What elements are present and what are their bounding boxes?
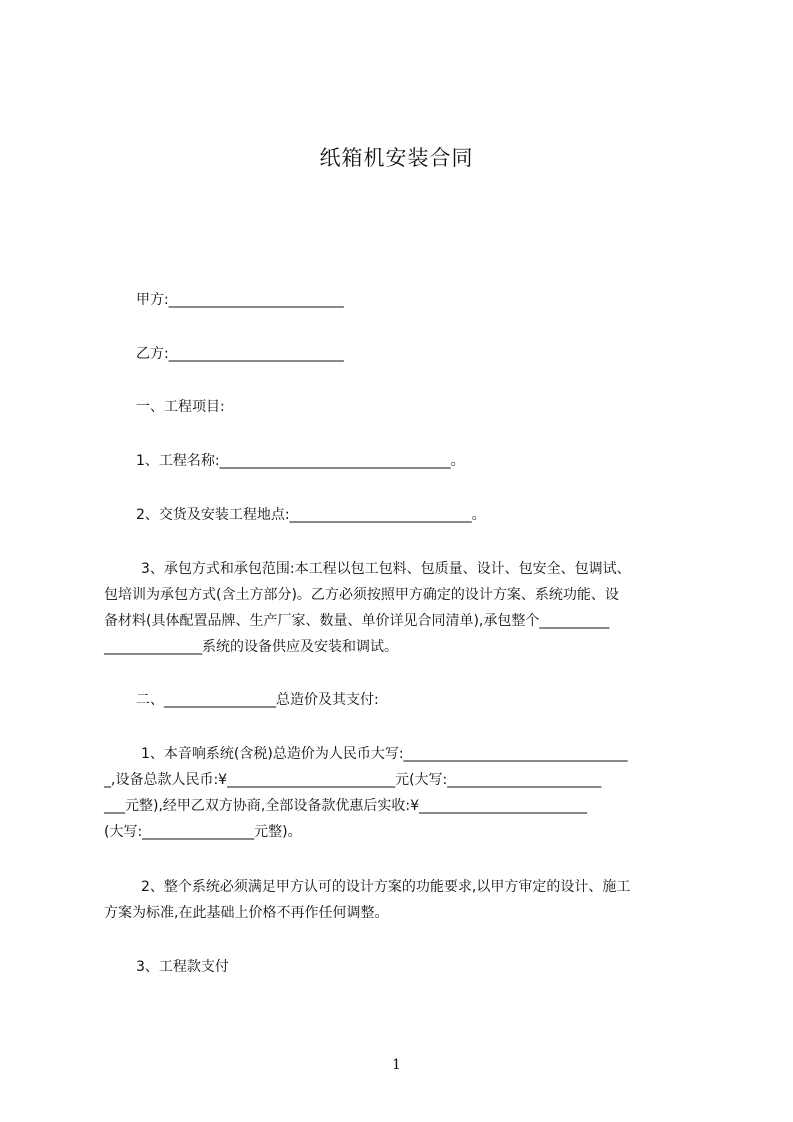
payment-heading: 3、工程款支付 — [136, 959, 229, 975]
party-b-line: 乙方:_________________________ — [136, 346, 344, 362]
design-requirement-line-1: 2、整个系统必须满足甲方认可的设计方案的功能要求,以甲方审定的设计、施工 — [141, 879, 631, 895]
total-price-line-4: (大写:________________元整)。 — [104, 824, 302, 840]
contract-scope-line-3: 备材料(具体配置品牌、生产厂家、数量、单价详见合同清单),承包整个__________ — [104, 613, 610, 629]
total-price-line-3: ___元整),经甲乙双方协商,全部设备款优惠后实收:¥________________________ — [104, 798, 587, 814]
section1-heading: 一、工程项目: — [136, 399, 225, 415]
section2-heading: 二、________________总造价及其支付: — [136, 692, 379, 708]
design-requirement-line-2: 方案为标准,在此基础上价格不再作任何调整。 — [104, 905, 389, 921]
contract-scope-line-4: ______________系统的设备供应及安装和调试。 — [104, 639, 398, 655]
total-price-line-1: 1、本音响系统(含税)总造价为人民币大写:________________________________ — [141, 746, 628, 762]
page-number: 1 — [392, 1057, 401, 1073]
delivery-location-line: 2、交货及安装工程地点:__________________________。 — [136, 507, 486, 523]
contract-scope-line-2: 包培训为承包方式(含土方部分)。乙方必须按照甲方确定的设计方案、系统功能、设 — [104, 587, 619, 603]
document-title: 纸箱机安装合同 — [319, 146, 474, 170]
total-price-line-2: _,设备总款人民币:¥________________________元(大写:______________________ — [104, 772, 602, 788]
project-name-line: 1、工程名称:_________________________________。 — [136, 453, 465, 469]
contract-scope-line-1: 3、承包方式和承包范围:本工程以包工包料、包质量、设计、包安全、包调试、 — [141, 561, 631, 577]
party-a-line: 甲方:_________________________ — [136, 292, 344, 308]
